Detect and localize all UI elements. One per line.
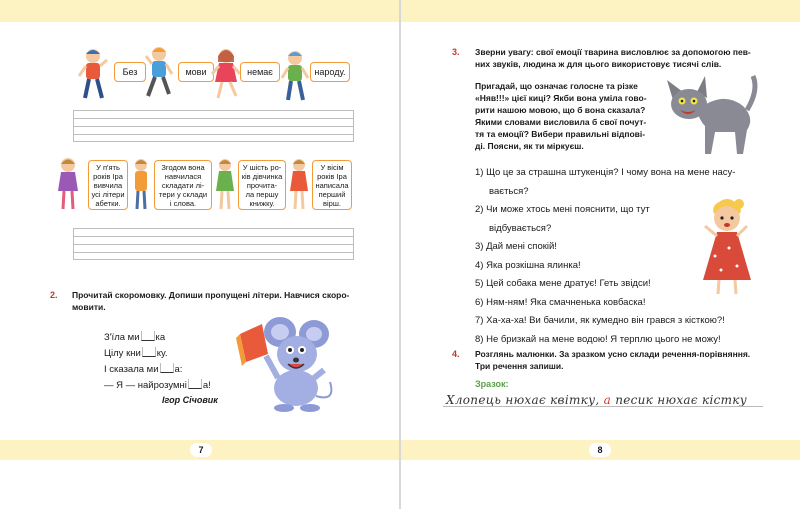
tongue-twister bbox=[104, 330, 211, 394]
boy-figure-2 bbox=[144, 44, 174, 102]
option-6[interactable]: 6) Ням-ням! Яка смачненька ковбаска! bbox=[475, 296, 646, 308]
ira-age6-figure bbox=[212, 155, 238, 213]
blank-letter[interactable] bbox=[160, 363, 174, 373]
option-2-cont: відбувається? bbox=[489, 222, 552, 234]
top-band bbox=[0, 0, 399, 22]
sample-label: Зразок: bbox=[475, 379, 509, 389]
poem-author: Ігор Січовик bbox=[162, 395, 218, 405]
option-8[interactable]: 8) Не бризкай на мене водою! Я терплю цього не можу! bbox=[475, 333, 721, 345]
proverb-word-3: немає bbox=[240, 62, 280, 82]
handwriting-baseline bbox=[443, 406, 763, 407]
option-7[interactable]: 7) Ха-ха-ха! Ви бачили, як кумедно він грався з кісткою?! bbox=[475, 315, 725, 326]
poem-line-2: Цілу кни ку. bbox=[104, 348, 168, 359]
page-number-right: 8 bbox=[589, 443, 611, 457]
writing-lines-1[interactable] bbox=[73, 110, 354, 142]
option-1[interactable]: 1) Що це за страшна штукенція? І чому вона на мене насу- bbox=[475, 167, 736, 178]
right-page bbox=[401, 0, 800, 509]
option-5[interactable]: 5) Цей собака мене дратує! Геть звідси! bbox=[475, 278, 651, 289]
story-box-2: Згодом вона навчилася складати лі- тери у склади і слова. bbox=[154, 160, 212, 210]
sample-sentence: Хлопець нюхає квітку, а песик нюхає кістку bbox=[446, 393, 748, 407]
angry-cat-illustration bbox=[663, 70, 763, 160]
boy-figure-3 bbox=[280, 48, 310, 102]
boy-figure-1 bbox=[78, 46, 108, 102]
option-1-cont: вається? bbox=[489, 185, 529, 197]
blank-letter[interactable] bbox=[142, 347, 156, 357]
story-box-1: У п'ять років Іра вивчила усі літери абетки. bbox=[88, 160, 128, 210]
girl-figure bbox=[210, 46, 242, 102]
blank-letter[interactable] bbox=[141, 331, 155, 341]
task-3-intro: Зверни увагу: свої емоції тварина висловлює за допомогою пев- них звуків, людина ж для цього використовує тисячі слів. bbox=[475, 47, 751, 69]
proverb-word-4: народу. bbox=[310, 62, 350, 82]
writing-lines-2[interactable] bbox=[73, 228, 354, 260]
task-2-instruction: Прочитай скоромовку. Допиши пропущені літери. Навчися скоро- мовити. bbox=[72, 290, 350, 312]
left-page bbox=[0, 0, 399, 509]
proverb-word-2: мови bbox=[178, 62, 214, 82]
task-4-instruction: Розглянь малюнки. За зразком усно склади речення-порівняння. Три речення запиши. bbox=[475, 349, 751, 371]
task-3-question: Пригадай, що означає голосне та різке «Няв!!!» цієї киці? Якби вона уміла гово- рити нашою мовою, що б вона сказала? Якими словами висловила б свої почут- тя та емоції? Вибери правильні відпові- ді. Поясни, як ти міркуєш. bbox=[475, 81, 647, 151]
story-box-4: У вісім років Іра написала перший вірш. bbox=[312, 160, 352, 210]
ira-age8-figure bbox=[286, 155, 312, 213]
blank-letter[interactable] bbox=[188, 379, 202, 389]
mouse-with-book-illustration bbox=[232, 312, 342, 412]
ira-age5-figure-2 bbox=[128, 155, 154, 213]
option-2[interactable]: 2) Чи може хтось мені пояснити, що тут bbox=[475, 204, 650, 215]
girl-red-dress-illustration bbox=[691, 196, 761, 296]
ira-age5-figure bbox=[54, 155, 82, 213]
proverb-word-1: Без bbox=[114, 62, 146, 82]
top-band bbox=[401, 0, 800, 22]
task-2-number: 2. bbox=[50, 290, 58, 300]
option-4[interactable]: 4) Яка розкішна ялинка! bbox=[475, 259, 581, 271]
task-4-number: 4. bbox=[452, 349, 460, 359]
poem-line-4: — Я — найрозумні а! bbox=[104, 380, 211, 391]
task-3-number: 3. bbox=[452, 47, 460, 57]
poem-line-3: І сказала ми а: bbox=[104, 364, 183, 375]
poem-line-1: З'їла ми ка bbox=[104, 332, 166, 343]
page-number-left: 7 bbox=[190, 443, 212, 457]
story-box-3: У шість ро- ків дівчинка прочита- ла першу книжку. bbox=[238, 160, 286, 210]
option-3[interactable]: 3) Дай мені спокій! bbox=[475, 241, 557, 252]
